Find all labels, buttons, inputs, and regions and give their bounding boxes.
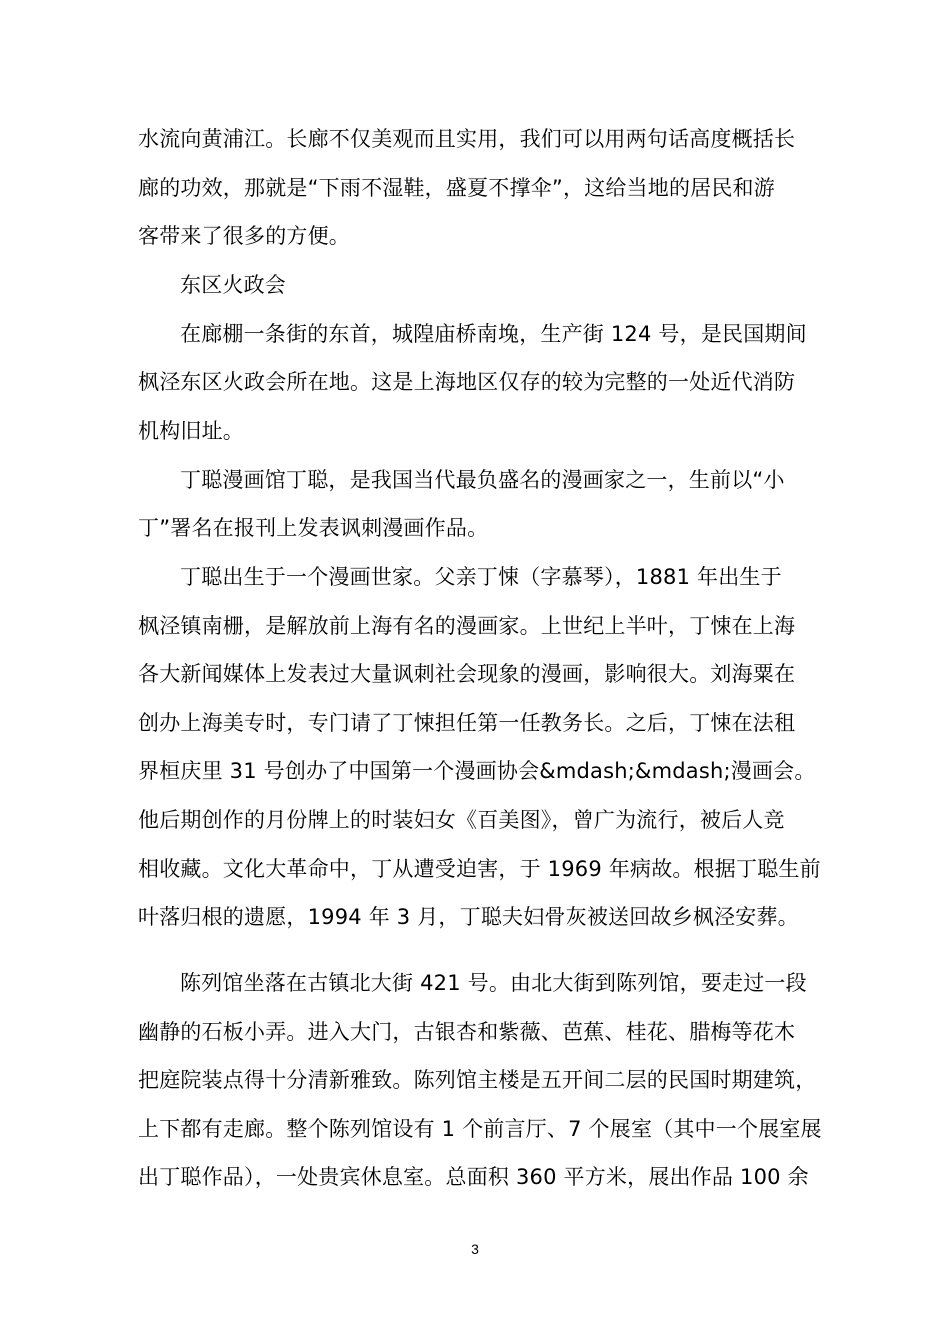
paragraph-6-line-4: 上下都有走廊。整个陈列馆设有 1 个前言厅、7 个展室（其中一个展室展 <box>138 1117 822 1141</box>
paragraph-4-line-2: 丁”署名在报刊上发表讽刺漫画作品。 <box>138 516 489 540</box>
paragraph-6-line-3: 把庭院装点得十分清新雅致。陈列馆主楼是五开间二层的民国时期建筑， <box>138 1068 817 1092</box>
paragraph-5-line-2: 枫泾镇南栅，是解放前上海有名的漫画家。上世纪上半叶，丁悚在上海 <box>138 614 796 638</box>
paragraph-5-line-6: 他后期创作的月份牌上的时装妇女《百美图》，曾广为流行，被后人竞 <box>138 808 785 832</box>
paragraph-5-line-5: 界桓庆里 31 号创办了中国第一个漫画协会&mdash;&mdash;漫画会。 <box>138 759 816 783</box>
paragraph-5-line-3: 各大新闻媒体上发表过大量讽刺社会现象的漫画，影响很大。刘海粟在 <box>138 662 796 686</box>
paragraph-3-line-2: 枫泾东区火政会所在地。这是上海地区仅存的较为完整的一处近代消防 <box>138 370 796 394</box>
paragraph-5-line-7: 相收藏。文化大革命中，丁从遭受迫害，于 1969 年病故。根据丁聪生前 <box>138 857 821 881</box>
paragraph-1-line-3: 客带来了很多的方便。 <box>138 224 350 248</box>
paragraph-3-line-3: 机构旧址。 <box>138 419 244 443</box>
paragraph-4-line-1: 丁聪漫画馆丁聪，是我国当代最负盛名的漫画家之一，生前以“小 <box>180 468 785 492</box>
paragraph-6-line-5: 出丁聪作品），一处贵宾休息室。总面积 360 平方米，展出作品 100 余 <box>138 1165 809 1189</box>
page-number: 3 <box>471 1241 479 1257</box>
paragraph-6-line-2: 幽静的石板小弄。进入大门，古银杏和紫薇、芭蕉、桂花、腊梅等花木 <box>138 1020 796 1044</box>
paragraph-1-line-2: 廊的功效，那就是“下雨不湿鞋，盛夏不撑伞”，这给当地的居民和游 <box>138 176 775 200</box>
paragraph-5-line-1: 丁聪出生于一个漫画世家。父亲丁悚（字慕琴），1881 年出生于 <box>180 565 782 589</box>
paragraph-1-line-1: 水流向黄浦江。长廊不仅美观而且实用，我们可以用两句话高度概括长 <box>138 127 796 151</box>
paragraph-3-line-1: 在廊棚一条街的东首，城隍庙桥南堍，生产街 124 号，是民国期间 <box>180 322 807 346</box>
paragraph-5-line-8: 叶落归根的遗愿，1994 年 3 月，丁聪夫妇骨灰被送回故乡枫泾安葬。 <box>138 905 799 929</box>
section-heading-fire-association: 东区火政会 <box>180 273 286 297</box>
paragraph-6-line-1: 陈列馆坐落在古镇北大街 421 号。由北大街到陈列馆，要走过一段 <box>180 971 807 995</box>
paragraph-5-line-4: 创办上海美专时，专门请了丁悚担任第一任教务长。之后，丁悚在法租 <box>138 711 796 735</box>
